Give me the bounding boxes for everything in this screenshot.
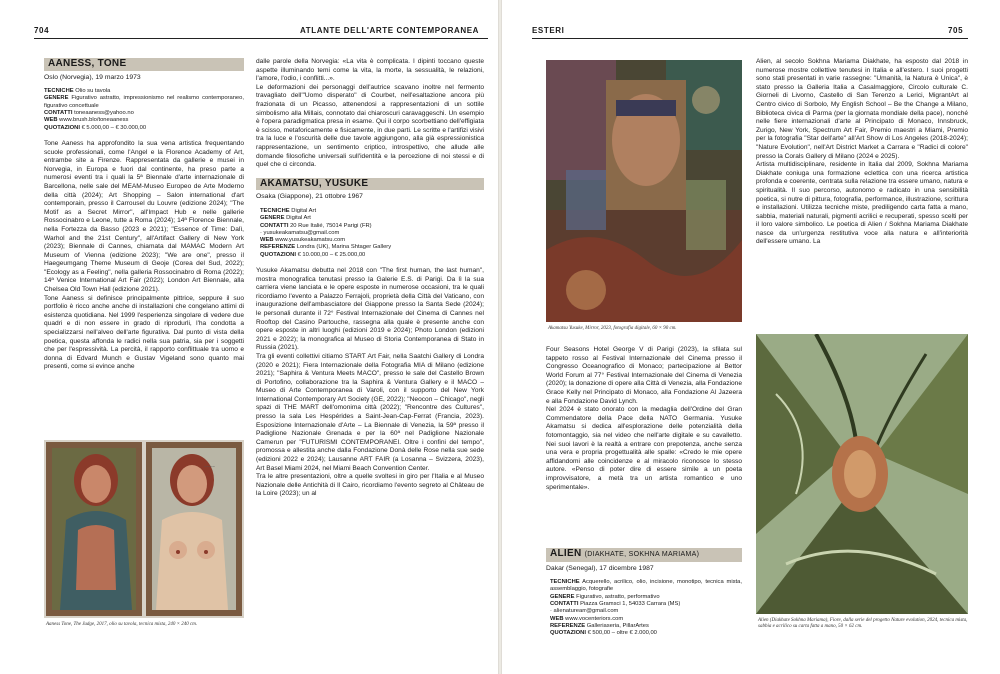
info-row: WEB www.yusukeakamatsu.com [260,237,346,244]
bio-paragraph: Tone Aaness si definisce principalmente pittrice, seppure il suo portfolio è ricco anche anche di installazioni che congelano attimi di esistenza quotidiana. Nel 1999 l'esperienza singolare di vedere due quadri e di non essere in grado di riprodurli, l'ha condotta a specializzarsi nell'alveo dell'arte figurativa. Dal punto di vista della poetica, questa affonda le radici nella sua patria, sia per i soggetti che per l'espressività. La percità, il rapporto conflittuale tra uomo e donna di Edvard Munch e Gustav Vigeland sono quanto mai presenti, come si evince anche [44,294,244,371]
artist-birth-aaness: Oslo (Norvegia), 19 marzo 1973 [44,73,141,81]
info-row: WEB www.brush.blo/toneaaness [44,117,129,124]
bio-paragraph: Alien, al secolo Sokhna Mariama Diakhate, ha esposto dal 2018 in numerose mostre collettive tenutesi in Italia e all'estero. I suoi progetti sono stati presentati in varie rassegne: "Umanità, la Natura è Unica", è stato presso la Galleria Italia a Casalmaggiore, Circolo culturale C. Giorneli di Livorno, Castello di San Terenzo a Lerici, MigrantArt al Centro civico di Sorbolo, My English School – Be the Change a Milano, Biblioteca civica di Parma (per la giornata mondiale della pace), nonché nelle fiere internazionali d'arte al Principato di Monaco, Innsbruck, Zurigo, New York, Spectrum Art Fair, Premio maestri a Miami, Premio per la fotografia "Star dell'arte" all'Art Show di Los Angeles (2018-2024); "Nature Evolution", nell'Art District Market a Carrara e "Radici di colore" presso la Corals Gallery di Milano (2024 e 2025). [756,58,968,160]
info-row: TECNICHE Olio su tavola [44,88,111,95]
alien-header-section [546,548,742,668]
bio-paragraph: Le deformazioni dei personaggi dell'autrice scavano inoltre nel fermento travagliato dell'"Uomo disperato" di Courbet, nell'esaltazione ancora più frazionata di un Picasso, attenendosi a rappresentazioni di un sottile simbolismo alla Millais, connotato dai chiaroscuri caravaggeschi. Un esempio è l'opera paradigmatica presa in esame. Qui il corpo scorbettiano dell'effigiata è scisso, metaforicamente e fisicamente, in due parti. Le scritte e l'artifizi visivi tra la luce e l'oscurità delle due tavole aggiungono, alla già espressionistica rappresentazione, un sentimento cripticо, introspettivo, che allude alle domande filosofiche universali sull'identità e la percezione di noi stessi e di quel che ci circonda. [256,83,484,169]
info-row: QUOTAZIONI € 5.000,00 – € 30.000,00 [44,124,147,131]
artwork-alien [756,334,968,614]
info-row: · yusukeakamatsu@gmail.com [260,229,340,236]
header-rule-left [34,38,488,39]
info-row: CONTATTI 20 Rue Italié, 75014 Parigi (FR) [260,222,372,229]
svg-text:~~~~: ~~~~ [204,465,215,470]
running-head-left: ATLANTE DELL'ARTE CONTEMPORANEA [300,26,480,35]
artwork-akamatsu [546,60,742,322]
info-row: CONTATTI toneaaness@yahoo.no [44,110,134,117]
artist-birth-akamatsu: Osaka (Giappone), 21 ottobre 1967 [256,193,363,201]
right-column-left-page [256,58,484,638]
artist-heading-alien: ALIEN (DIAKHATE, SOKHNA MARIAMA) [546,548,742,562]
left-page [0,0,498,674]
painting-the-judge [44,440,244,618]
info-row: QUOTAZIONI € 10.000,00 – € 25.000,00 [260,251,366,258]
bio-paragraph: Yusuke Akamatsu debutta nel 2018 con "The first human, the last human", mostra monografica tenutasi presso la Galerie E.S. di Parigi. Da lì la sua carriera viene lanciata e le opere esposte in numerose occasioni, tra le quali ricordiamo l'evento a Palazzo Ferrajoli, proprietà della Città del Vaticano, con inaugurazione dell'ambasciatore del Giappone presso la Santa Sede (2024); le personali durante il 72° Festival Internazionale del Cinema di Cannes nel Rooftop del Casino Partouche, rassegna alla quale è presente anche con opere esposte in altri luoghi (edizioni 2019 e 2024); Photo London (edizioni 2021 e 2022); la monografica al Museo di Storia Contemporanea di Stato in Russia (2021). [256,266,484,352]
page-number-left: 704 [34,26,50,35]
bio-paragraph: Artista multidisciplinare, residente in Italia dal 2009, Sokhna Mariama Diakhate coniuga una formazione eclettica con una ricerca artistica profonda e coerente, centrata sulla relazione tra essere umano, natura e spiritualità. Il suo percorso, autonomo e radicato in una sensibilità poetica, si nutre di pittura, fotografia, performance, illustrazione, scrittura e installazioni. Utilizza tecniche miste, prediligendo carta fatta a mano, sabbia, materiali naturali, pigmenti acrilici e recuperati, spesso scelti per il loro valore simbolico. Le poetica di Alien / Sokhna Mariama Diakhate nasce da un'urgenza restitutiva voce alla natura e all'interiorità dell'essere umano. La [756,161,968,246]
info-row: TECNICHE Digital Art [260,207,317,214]
artist-heading-aaness: AANESS, TONE [44,58,244,71]
caption-aaness: Aaness Tone, The Judge, 2017, olio su tavola, tecnica mista, 240 × 240 cm. [46,622,198,627]
bio-paragraph: Four Seasons Hotel George V di Parigi (2023), la sfilata sul tappeto rosso al Festival Internazionale del Cinema presso il Congresso Oceanografico di Monaco; partecipazione al Bettor World Forum al 77° Festival Internazionale del Cinema di Venezia (2020); la donazione di opere alla Città di Venezia, alla Fondazione Grace Kelly nel Principato di Monaco, alla Fondazione Al Jazeera e alla Fondazione David Lynch. [546,346,742,405]
info-row: REFERENZE Galleriaseria, PillarArtes [550,622,649,629]
caption-alien: Alien (Diakhate Sokhna Mariama), Fiore, dalla serie del progetto Nature evolution, 2024, tecnica mista, sabbia e acrilico su carta fatta a mano, 50 × 62 cm. [758,618,968,629]
bio-paragraph: Tra gli eventi collettivi citiamo START Art Fair, nella Saatchi Gallery di Londra (2020 e 2021); Fiera Internazionale della Fotografia MIA di Milano (edizione 2021); "Saphira & Ventura Meets MACO", presso le sale del Castello Brown di Portofino, collaborazione tra la Saphira & Ventura Gallery e il MACO – Museo di Arte Contemporanea di Varoli, con il supporto del New York International Contemporary Art Society (GE, 2022); "Neocon – Chicago", negli spazi di THE MART dell'omonima città (2022); "Rencontre des Cultures", presso la sala Les Hespérides a Saint-Jean-Cap-Ferrat (Francia, 2023). Esposizione Internazionale d'Arte – La Biennale di Venezia, la 59ª presso il Padiglione Nazionale Grenada e per la 60ª nel Padiglione Nazionale Camerun per "FUTURISMI CONTEMPORANEI. Oltre i confini del tempo", promossa e allestita anche dalla Fondazione Donà delle Rose nella sue sede (edizioni 2022 e 2024); Lausanne ART FAIR (a Losanna – Svizzera, 2023), Art Basel Miami 2024, nel Miami Beach Convention Center. [256,352,484,472]
running-head-right: ESTERI [532,26,565,35]
info-row: CONTATTI Piazza Gramsci 1, 54033 Carrara (MS) [550,601,681,608]
aaness-column [44,58,244,438]
painting-fiore [756,334,968,614]
info-row: GENERE Digital Art [260,215,311,222]
header-rule-right [532,38,968,39]
artist-birth-alien: Dakar (Senegal), 17 dicembre 1987 [546,564,654,572]
info-row: WEB www.vocenteriors.com [550,615,624,622]
artwork-aaness [44,440,244,618]
bio-paragraph: Tra le altre presentazioni, oltre a quelle svoltesi in giro per l'Italia e al Museo Nazionale delle Antichità di Il Cairo, ricordiamo l'evento segreto al Château de la Loire (2023); un al [256,473,484,498]
info-row: · alienaturearr@gmail.com [550,608,619,615]
info-row: QUOTAZIONI € 500,00 – oltre € 2.000,00 [550,630,657,637]
artist-info-aaness [44,88,244,132]
page-number-right: 705 [948,26,964,35]
info-row: REFERENZE Londra (UK), Marina Shtager Gallery [260,244,392,251]
akamatsu-continued [546,346,742,546]
bio-paragraph: Nel 2024 è stato onorato con la medaglia dell'Ordine del Gran Commendatore della Pace della NATO Germania. Yusuke Akamatsu si dedica all'esplorazione delle potenzialità della fotomontaggio, sia nel video che nell'arte digitale e su cavalletto. Nei suoi lavori è la realtà a entrare con prepotenza, anche senza una vera e propria progettualità alle spalle: «Credo le mie opere affidandomi alle coincidenze e al miracolo riconosce lo stesso autore. «Penso di poter dire di essere simile a un poeta improvvisatore, a metà tra un artista romantico e uno sperimentale». [546,406,742,491]
photomontage-mirror [546,60,742,322]
caption-akamatsu: Akamatsu Yusuke, Mirror, 2023, fotografia digitale, 60 × 90 cm. [548,326,677,331]
right-page [502,0,1000,674]
artist-info-akamatsu [256,208,484,259]
alien-bio-column [756,58,968,328]
info-row: GENERE Figurativo, astratto, performativo [550,593,660,600]
bio-paragraph: dalle parole della Norvegia: «La vita è complicata. I dipinti toccano queste aspette illuminando temi come la vita, la morte, la sessualità, le relazioni, l'amore, l'odio, i conflitti...». [256,58,484,83]
info-row: GENERE Figurativo astratto, impressionismo nel realismo contemporaneo, figurativo concettuale [44,95,244,109]
bio-paragraph: Tone Aaness ha approfondito la sua vena artistica frequentando scuole professionali, come l'Angel e la Florence Academy of Art, entrambe site a Firenze. Rappresentata da gallerie e musei in Norvegia, in Europa e fuori dal continente, ha preso parte a numerosi eventi tra i quali la 5ª Biennale d'arte internazionale di Barcellona, nelle sale del MEAM-Museo Europeo de Arte Moderno della città (2024); Art Shopping – Salon international d'art contemporain, presso il Carrousel du Louvre (edizione 2024); "The Motif as a Secret Mirror", all'Impact Hub e nelle gallerie Rossocinabro e Leone, tutte a Roma (2024); 14ª Florence Biennale, nella Fortezza da Basso (2023 e 2021); "Essence of Time: Dalì, Warhol and the 21st Century", all'Artifact Gallery di New York (2023); Biennale di Cannes, chiamata dal MAMAC Modern Art Museum of Vienna (edizione 2023); "We are one", presso il Haegeumgang Theme Museum di Geoje (Corea del Sud, 2022); "Ecology as a Feeling", nella galleria Rossocinabro di Roma (2022); 14ª Venice International Art Fair (2022); London Art Biennale, alla Chelsea Old Town Hall (edizione 2021). [44,139,244,294]
info-row: TECNICHE Acquerello, acrilico, olio, incisione, monotipo, tecnica mista, assemblaggio, fotografie [550,579,742,593]
artist-heading-akamatsu: AKAMATSU, YUSUKE [256,178,484,191]
artist-info-alien [546,579,742,637]
